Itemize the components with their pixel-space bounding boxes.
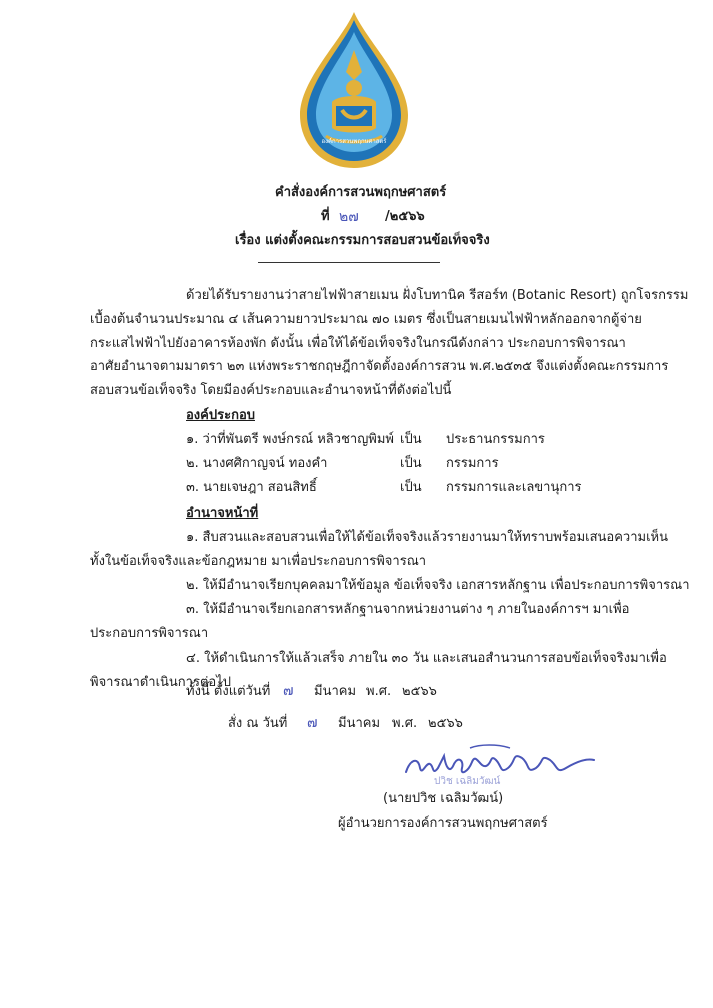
duty-4-line-1: ๔. ให้ดำเนินการให้แล้วเสร็จ ภายใน ๓๐ วัน และเสนอสำนวนการสอบข้อเท็จจริงมาเพื่อ [186, 651, 667, 666]
logo-text: องค์การสวนพฤกษศาสตร์ [321, 138, 387, 145]
effective-era: พ.ศ. [366, 684, 392, 699]
duties-heading: อำนาจหน้าที่ [186, 506, 259, 521]
intro-line-1: ด้วยได้รับรายงานว่าสายไฟฟ้าสายเมน ฝั่งโบทานิค รีสอร์ท (Botanic Resort) ถูกโจรกรรม [186, 288, 689, 303]
member-1-name: ๑. ว่าที่พันตรี พงษ์กรณ์ หลิวชาญพิมพ์ [186, 432, 394, 447]
signatory-name: (นายปวิช เฉลิมวัฒน์) [383, 791, 504, 806]
member-3-name: ๓. นายเจษฎา สอนสิทธิ์ [186, 480, 317, 495]
effective-year: ๒๕๖๖ [402, 684, 437, 699]
order-number-year: /๒๕๖๖ [385, 209, 425, 224]
order-number-handwritten: ๒๗ [339, 209, 359, 225]
ordered-era: พ.ศ. [392, 716, 418, 731]
signatory-position: ผู้อำนวยการองค์การสวนพฤกษศาสตร์ [338, 816, 548, 831]
member-2-as: เป็น [400, 456, 422, 471]
intro-line-5: สอบสวนข้อเท็จจริง โดยมีองค์ประกอบและอำนาจหน้าที่ดังต่อไปนี้ [90, 383, 452, 398]
duty-3-line-1: ๓. ให้มีอำนาจเรียกเอกสารหลักฐานจากหน่วยงานต่าง ๆ ภายในองค์การฯ มาเพื่อ [186, 602, 630, 617]
ordered-year: ๒๕๖๖ [428, 716, 463, 731]
intro-line-3: กระแสไฟฟ้าไปยังอาคารห้องพัก ดังนั้น เพื่อให้ได้ข้อเท็จจริงในกรณีดังกล่าว ประกอบการพิจารณา [90, 336, 626, 351]
ordered-label: สั่ง ณ วันที่ [228, 716, 288, 731]
composition-heading: องค์ประกอบ [186, 408, 255, 423]
duty-2-line-1: ๒. ให้มีอำนาจเรียกบุคคลมาให้ข้อมูล ข้อเท็จจริง เอกสารหลักฐาน เพื่อประกอบการพิจารณา [186, 578, 690, 593]
member-3-role: กรรมการและเลขานุการ [446, 480, 582, 495]
duty-3-line-2: ประกอบการพิจารณา [90, 626, 209, 641]
duty-1-line-2: ทั้งในข้อเท็จจริงและข้อกฎหมาย มาเพื่อประกอบการพิจารณา [90, 554, 427, 569]
member-1-role: ประธานกรรมการ [446, 432, 545, 447]
duty-1-line-1: ๑. สืบสวนและสอบสวนเพื่อให้ได้ข้อเท็จจริงแล้วรายงานมาให้ทราบพร้อมเสนอความเห็น [186, 530, 668, 545]
duty-4-line-2: พิจารณาดำเนินการต่อไป [90, 675, 231, 690]
effective-day-handwritten: ๗ [283, 683, 294, 699]
teardrop-emblem-icon [296, 10, 412, 170]
ordered-month: มีนาคม [338, 716, 381, 731]
organization-logo [296, 10, 412, 170]
member-2-role: กรรมการ [446, 456, 499, 471]
member-2-name: ๒. นางศศิกาญจน์ ทองคำ [186, 456, 328, 471]
signature-handwriting: ปวิช เฉลิมวัฒน์ [434, 776, 501, 787]
effective-month: มีนาคม [314, 684, 357, 699]
signature [400, 738, 600, 788]
effective-label: ทั้งนี้ ตั้งแต่วันที่ [186, 684, 271, 699]
order-number-prefix: ที่ [321, 209, 330, 224]
ordered-day-handwritten: ๗ [307, 715, 318, 731]
member-3-as: เป็น [400, 480, 422, 495]
member-1-as: เป็น [400, 432, 422, 447]
intro-line-4: อาศัยอำนาจตามมาตรา ๒๓ แห่งพระราชกฤษฎีกาจัดตั้งองค์การสวน พ.ศ.๒๕๓๕ จึงแต่งตั้งคณะกรรมการ [90, 359, 669, 374]
document-subject: เรื่อง แต่งตั้งคณะกรรมการสอบสวนข้อเท็จจริง [235, 233, 490, 248]
document-title: คำสั่งองค์การสวนพฤกษศาสตร์ [275, 185, 447, 200]
intro-line-2: เบื้องต้นจำนวนประมาณ ๔ เส้นความยาวประมาณ ๗๐ เมตร ซึ่งเป็นสายเมนไฟฟ้าหลักออกจากตู้จ่าย [90, 312, 642, 327]
header-divider [258, 262, 440, 263]
